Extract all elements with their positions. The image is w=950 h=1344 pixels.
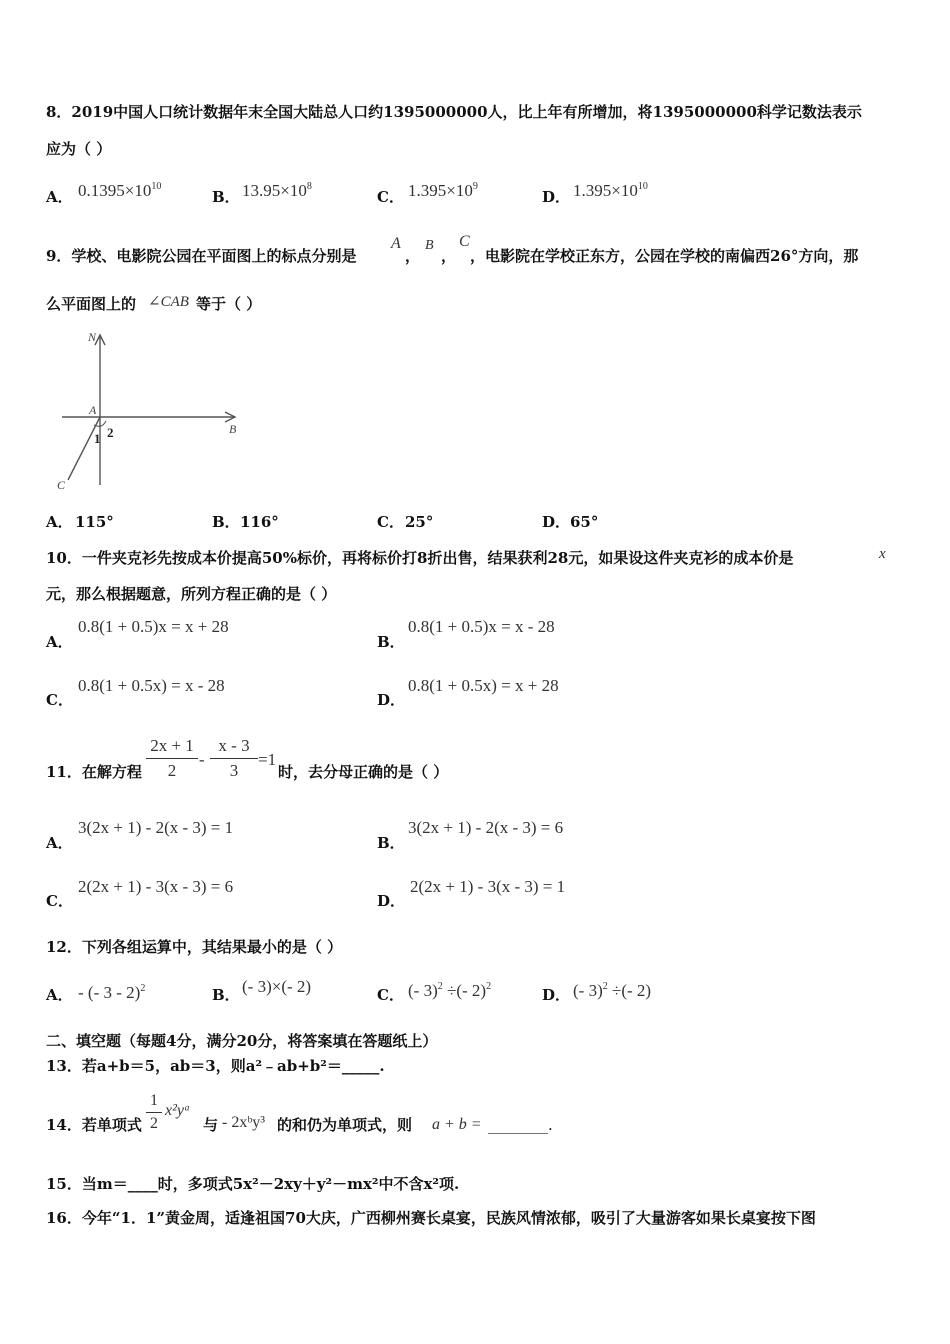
option-value: 25° (405, 513, 434, 531)
option-expression: (- 3)$^2$ ÷(- 2)$^2$ (408, 981, 492, 1000)
q9-stem-line2b: 等于（ ） (196, 295, 262, 313)
option-label: B． (212, 513, 240, 531)
label-a: A (89, 403, 97, 417)
q11-stem-suffix: 时，去分母正确的是（ ） (278, 763, 449, 781)
comma: ， (441, 247, 457, 265)
option-label: D． (377, 892, 406, 910)
q13: 13．若a+b＝5，ab＝3，则a²﹣ab+b²＝_____. (46, 1057, 385, 1075)
option-expression: - (- 3 - 2)$^2$ (78, 983, 146, 1002)
option-value: 116° (240, 513, 279, 531)
q9-stem-line1a: 9．学校、电影院公园在平面图上的标点分别是 (46, 247, 357, 265)
fraction-numerator: x - 3 (210, 736, 258, 759)
option-expression: $13.95\times 10^8$ (242, 181, 312, 200)
q11-stem-prefix: 11．在解方程 (46, 763, 142, 781)
option-label: A． (46, 633, 73, 651)
q16: 16．今年“1．1”黄金周，适逢祖国70大庆，广西柳州赛长桌宴，民族风情浓郁，吸引了大量游客如果长桌宴按下图 (46, 1209, 816, 1227)
option-label: A． (46, 188, 73, 206)
label-2: 2 (107, 425, 114, 440)
fraction-one-half (146, 1092, 162, 1133)
comma: ， (405, 247, 421, 265)
label-1: 1 (94, 431, 101, 446)
equals-one: =1 (258, 750, 277, 769)
ray-ac (68, 417, 100, 480)
q9-stem-line2a: 么平面图上的 (46, 295, 137, 313)
q15: 15．当m＝____时，多项式5x²－2xy＋y²－mx²中不含x²项. (46, 1175, 460, 1193)
q14-mid: 与 (203, 1116, 219, 1134)
fraction-numerator: 1 (146, 1092, 162, 1113)
option-equation: 3(2x + 1) - 2(x - 3) = 1 (78, 818, 234, 837)
option-expression: $1.395\times 10^9$ (408, 181, 478, 200)
option-label: B． (212, 986, 240, 1004)
q9-stem-line1b: ，电影院在学校正东方，公园在学校的南偏西26°方向，那 (470, 247, 859, 265)
option-equation: 0.8(1 + 0.5)x = x - 28 (408, 617, 555, 636)
option-label: B． (377, 633, 405, 651)
fraction-denominator: 2 (167, 761, 177, 780)
label-n: N (88, 330, 97, 344)
option-label: A． (46, 986, 73, 1004)
option-label: D． (542, 986, 571, 1004)
section-2-heading: 二、填空题（每题4分，满分20分，将答案填在答题纸上） (46, 1032, 438, 1050)
q10-stem-line2: 元，那么根据题意，所列方程正确的是（ ） (46, 585, 337, 603)
option-equation: 2(2x + 1) - 3(x - 3) = 1 (410, 877, 566, 896)
option-label: C． (46, 892, 73, 910)
q8-stem-line1: 8．2019中国人口统计数据年末全国大陆总人口约1395000000人，比上年有所增加，将1395000000科学记数法表示 (46, 103, 862, 121)
fraction-numerator: 2x + 1 (146, 736, 198, 759)
variable-x: x (879, 546, 886, 562)
q9-direction-figure (50, 325, 250, 495)
q14-prefix: 14．若单项式 (46, 1116, 142, 1134)
option-label: B． (377, 834, 405, 852)
option-label: A． (46, 834, 73, 852)
option-equation: 0.8(1 + 0.5x) = x + 28 (408, 676, 559, 695)
fraction-2 (210, 736, 258, 781)
option-expression: (- 3)×(- 2) (242, 977, 312, 996)
option-label: D． (542, 513, 571, 531)
q14-suffix: 的和仍为单项式，则 (277, 1116, 413, 1134)
label-c: C (57, 478, 66, 492)
option-equation: 3(2x + 1) - 2(x - 3) = 6 (408, 818, 564, 837)
label-b: B (229, 422, 237, 436)
option-equation: 0.8(1 + 0.5x) = x - 28 (78, 676, 225, 695)
answer-blank: ________. (488, 1116, 553, 1134)
option-label: D． (377, 691, 406, 709)
option-expression: (- 3)$^2$ ÷(- 2) (573, 981, 652, 1000)
option-value: 65° (570, 513, 599, 531)
q10-stem-line1: 10．一件夹克衫先按成本价提高50%标价，再将标价打8折出售，结果获利28元，如果设这件夹克衫的成本价是 (46, 549, 794, 567)
point-a-label: A (391, 235, 401, 252)
option-label: C． (377, 188, 404, 206)
angle-cab: ∠CAB (148, 294, 189, 310)
option-label: D． (542, 188, 571, 206)
fraction-denominator: 3 (229, 761, 239, 780)
q8-stem-line2: 应为（ ） (46, 140, 112, 158)
option-label: C． (46, 691, 73, 709)
option-equation: 0.8(1 + 0.5)x = x + 28 (78, 617, 229, 636)
fraction-denominator: 2 (150, 1115, 158, 1132)
point-c-label: C (459, 233, 470, 250)
option-label: A． (46, 513, 73, 531)
option-label: C． (377, 986, 404, 1004)
monomial-1: x²yᵃ (165, 1102, 191, 1119)
fraction-1 (146, 736, 198, 781)
option-label: C． (377, 513, 404, 531)
option-label: B． (212, 188, 240, 206)
a-plus-b: a + b = (432, 1116, 482, 1133)
q12-stem: 12．下列各组运算中，其结果最小的是（ ） (46, 938, 343, 956)
monomial-2: - 2xᵇy³ (222, 1114, 266, 1131)
option-expression: $0.1395\times 10^{10}$ (78, 181, 162, 200)
minus-sign: - (199, 750, 205, 769)
point-b-label: B (425, 238, 434, 253)
option-expression: $1.395\times 10^{10}$ (573, 181, 648, 200)
option-value: 115° (75, 513, 114, 531)
option-equation: 2(2x + 1) - 3(x - 3) = 6 (78, 877, 234, 896)
